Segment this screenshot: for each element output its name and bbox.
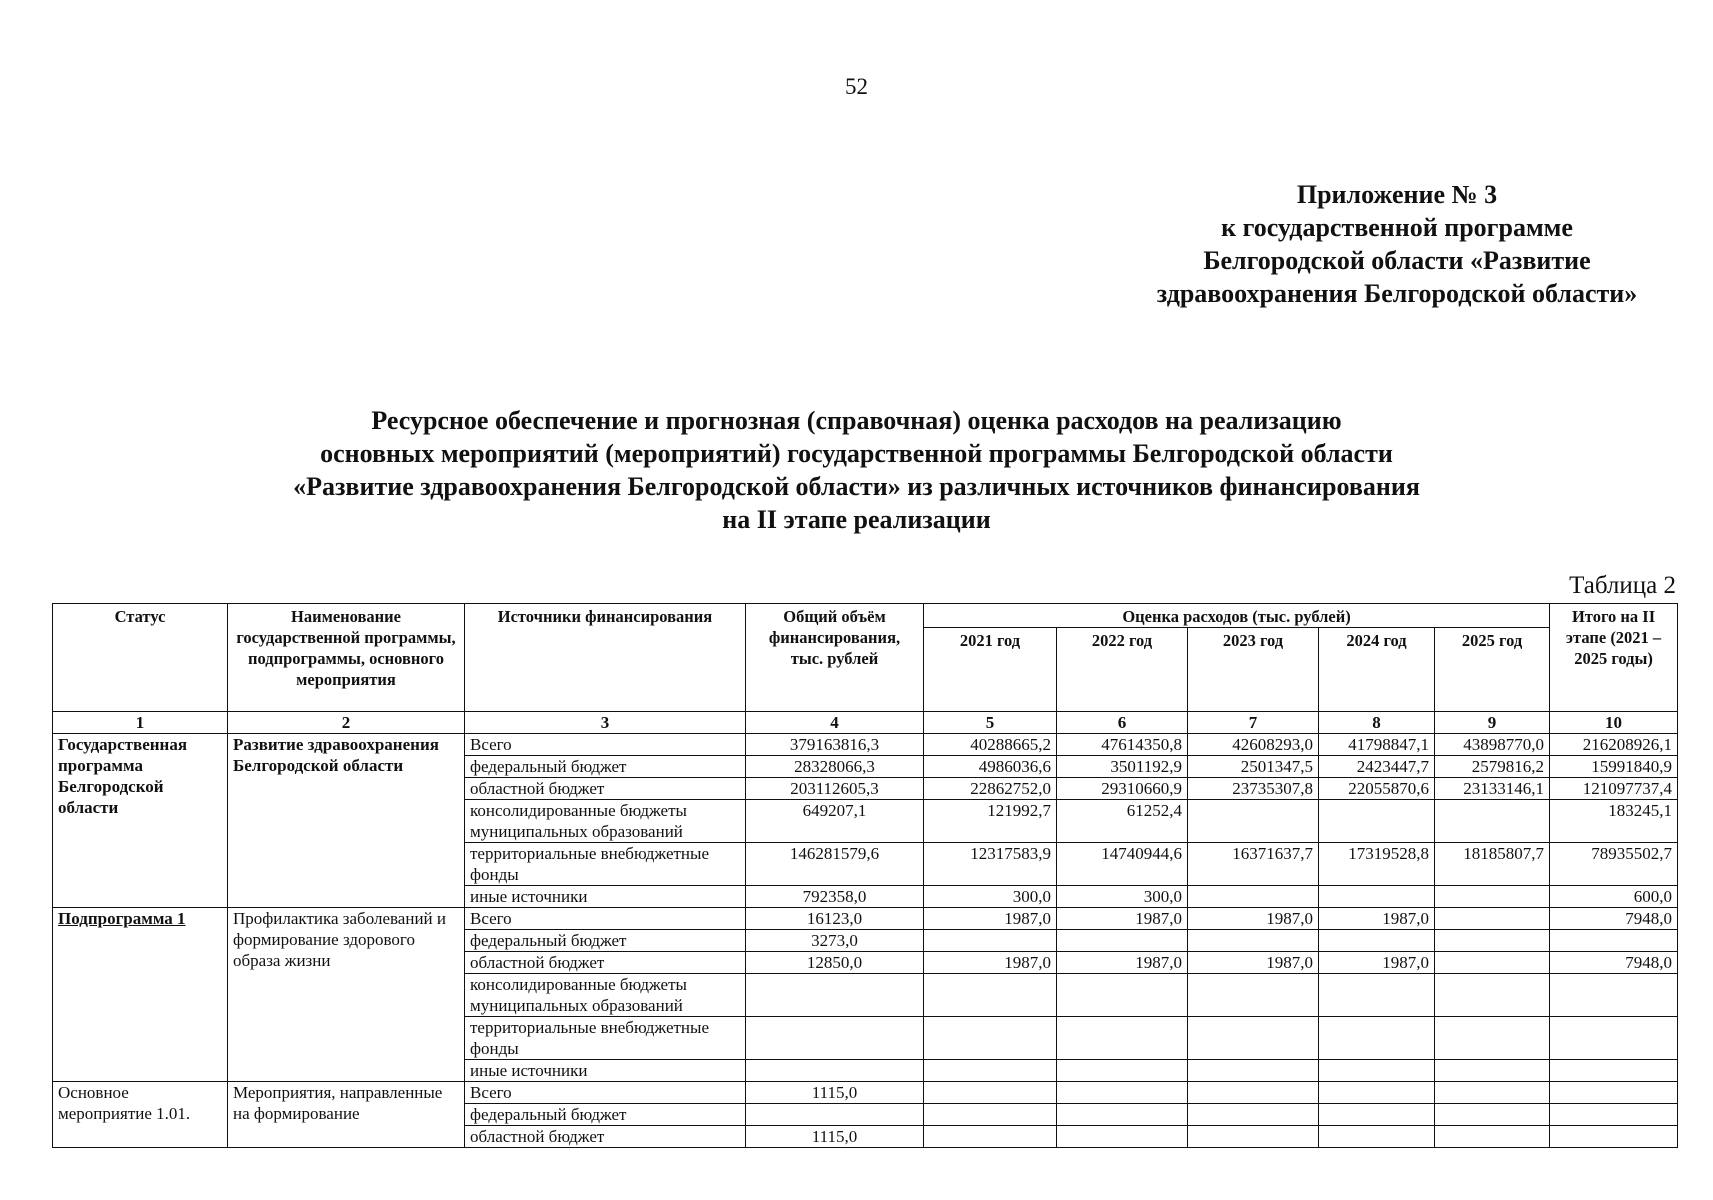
column-number: 2 — [228, 712, 465, 734]
column-number: 5 — [924, 712, 1057, 734]
row-source: консолидированные бюджеты муниципальных образований — [465, 800, 746, 843]
financing-table — [52, 603, 1678, 1148]
cell-y2025 — [1435, 1082, 1550, 1104]
row-source: иные источники — [465, 1060, 746, 1082]
column-number: 9 — [1435, 712, 1550, 734]
cell-total: 12850,0 — [746, 952, 924, 974]
cell-y2023: 1987,0 — [1188, 952, 1319, 974]
cell-y2023: 42608293,0 — [1188, 734, 1319, 756]
cell-y2024 — [1319, 930, 1435, 952]
cell-y2022: 1987,0 — [1057, 952, 1188, 974]
header-name: Наименование государственной программы, подпрограммы, основного мероприятия — [228, 604, 465, 712]
cell-y2021 — [924, 974, 1057, 1017]
cell-y2022 — [1057, 974, 1188, 1017]
cell-y2022 — [1057, 1017, 1188, 1060]
row-source: Всего — [465, 908, 746, 930]
cell-y2025 — [1435, 952, 1550, 974]
column-number: 10 — [1550, 712, 1678, 734]
table-body — [53, 734, 1678, 1148]
column-number: 6 — [1057, 712, 1188, 734]
cell-y2022: 1987,0 — [1057, 908, 1188, 930]
header-total: Общий объём финансирования, тыс. рублей — [746, 604, 924, 712]
row-source: федеральный бюджет — [465, 1104, 746, 1126]
cell-total: 1115,0 — [746, 1126, 924, 1148]
column-number: 3 — [465, 712, 746, 734]
header-stage-total: Итого на II этапе (2021 – 2025 годы) — [1550, 604, 1678, 712]
cell-y2025 — [1435, 1017, 1550, 1060]
title-line: на II этапе реализации — [722, 505, 991, 534]
cell-y2025 — [1435, 800, 1550, 843]
row-source: областной бюджет — [465, 778, 746, 800]
cell-y2021 — [924, 930, 1057, 952]
cell-y2021 — [924, 1017, 1057, 1060]
document-title — [0, 404, 1713, 536]
column-number: 4 — [746, 712, 924, 734]
cell-y2021: 121992,7 — [924, 800, 1057, 843]
cell-y2023 — [1188, 974, 1319, 1017]
header-2021: 2021 год — [924, 628, 1057, 712]
cell-y2024 — [1319, 1082, 1435, 1104]
cell-stage-total: 78935502,7 — [1550, 843, 1678, 886]
cell-stage-total — [1550, 1082, 1678, 1104]
cell-y2021 — [924, 1082, 1057, 1104]
cell-y2023 — [1188, 1126, 1319, 1148]
cell-y2021 — [924, 1104, 1057, 1126]
title-line: «Развитие здравоохранения Белгородской области» из различных источников финансирования — [293, 472, 1420, 501]
cell-y2021 — [924, 1060, 1057, 1082]
cell-y2024: 17319528,8 — [1319, 843, 1435, 886]
cell-total — [746, 1060, 924, 1082]
row-program-name: Развитие здравоохранения Белгородской области — [228, 734, 465, 908]
cell-y2022: 29310660,9 — [1057, 778, 1188, 800]
cell-y2024 — [1319, 1126, 1435, 1148]
cell-stage-total: 7948,0 — [1550, 908, 1678, 930]
cell-y2023 — [1188, 1104, 1319, 1126]
row-program-name: Мероприятия, направленные на формирование — [228, 1082, 465, 1148]
header-2024: 2024 год — [1319, 628, 1435, 712]
cell-stage-total: 600,0 — [1550, 886, 1678, 908]
cell-y2024: 2423447,7 — [1319, 756, 1435, 778]
row-source: Всего — [465, 734, 746, 756]
cell-y2024 — [1319, 800, 1435, 843]
cell-y2021: 22862752,0 — [924, 778, 1057, 800]
cell-total: 203112605,3 — [746, 778, 924, 800]
appendix-line: к государственной программе — [1221, 213, 1573, 242]
cell-y2025 — [1435, 1104, 1550, 1126]
page-number: 52 — [845, 74, 868, 99]
title-line: основных мероприятий (мероприятий) государственной программы Белгородской области — [320, 439, 1393, 468]
header-2022: 2022 год — [1057, 628, 1188, 712]
cell-y2025 — [1435, 886, 1550, 908]
cell-y2023: 16371637,7 — [1188, 843, 1319, 886]
row-status: Основное мероприятие 1.01. — [53, 1082, 228, 1148]
cell-y2021: 40288665,2 — [924, 734, 1057, 756]
row-source: Всего — [465, 1082, 746, 1104]
cell-y2025: 23133146,1 — [1435, 778, 1550, 800]
cell-y2024: 1987,0 — [1319, 908, 1435, 930]
row-status: Подпрограмма 1 — [53, 908, 228, 1082]
cell-stage-total: 183245,1 — [1550, 800, 1678, 843]
cell-y2023: 23735307,8 — [1188, 778, 1319, 800]
cell-y2022 — [1057, 930, 1188, 952]
cell-total — [746, 1017, 924, 1060]
cell-total: 379163816,3 — [746, 734, 924, 756]
cell-stage-total: 121097737,4 — [1550, 778, 1678, 800]
cell-total: 1115,0 — [746, 1082, 924, 1104]
header-2025: 2025 год — [1435, 628, 1550, 712]
cell-stage-total — [1550, 1060, 1678, 1082]
cell-y2021: 12317583,9 — [924, 843, 1057, 886]
row-source: территориальные внебюджетные фонды — [465, 843, 746, 886]
cell-y2021: 1987,0 — [924, 908, 1057, 930]
appendix-header — [1117, 178, 1677, 310]
cell-y2022 — [1057, 1060, 1188, 1082]
appendix-line: Белгородской области «Развитие — [1203, 246, 1591, 275]
cell-stage-total: 7948,0 — [1550, 952, 1678, 974]
cell-y2022 — [1057, 1104, 1188, 1126]
cell-stage-total: 15991840,9 — [1550, 756, 1678, 778]
cell-y2021: 300,0 — [924, 886, 1057, 908]
cell-y2022 — [1057, 1126, 1188, 1148]
header-source: Источники финансирования — [465, 604, 746, 712]
cell-y2024 — [1319, 1104, 1435, 1126]
column-number: 7 — [1188, 712, 1319, 734]
cell-y2025 — [1435, 908, 1550, 930]
header-2023: 2023 год — [1188, 628, 1319, 712]
cell-total: 16123,0 — [746, 908, 924, 930]
header-estimate: Оценка расходов (тыс. рублей) — [924, 604, 1550, 628]
row-source: консолидированные бюджеты муниципальных образований — [465, 974, 746, 1017]
cell-y2022 — [1057, 1082, 1188, 1104]
row-source: федеральный бюджет — [465, 756, 746, 778]
cell-total — [746, 1104, 924, 1126]
cell-y2024: 1987,0 — [1319, 952, 1435, 974]
cell-y2023 — [1188, 886, 1319, 908]
cell-total: 792358,0 — [746, 886, 924, 908]
column-number: 8 — [1319, 712, 1435, 734]
cell-y2025 — [1435, 974, 1550, 1017]
table-row — [53, 1082, 1678, 1104]
cell-y2023: 2501347,5 — [1188, 756, 1319, 778]
cell-stage-total — [1550, 1104, 1678, 1126]
cell-y2023 — [1188, 1017, 1319, 1060]
row-source: областной бюджет — [465, 952, 746, 974]
row-status: Государственная программа Белгородской области — [53, 734, 228, 908]
cell-y2024: 41798847,1 — [1319, 734, 1435, 756]
cell-total — [746, 974, 924, 1017]
cell-y2021: 4986036,6 — [924, 756, 1057, 778]
appendix-line: здравоохранения Белгородской области» — [1156, 279, 1638, 308]
cell-y2023 — [1188, 1082, 1319, 1104]
cell-total: 649207,1 — [746, 800, 924, 843]
cell-y2024 — [1319, 974, 1435, 1017]
cell-y2022: 3501192,9 — [1057, 756, 1188, 778]
cell-stage-total — [1550, 1017, 1678, 1060]
cell-y2025: 18185807,7 — [1435, 843, 1550, 886]
cell-y2023 — [1188, 800, 1319, 843]
cell-y2023: 1987,0 — [1188, 908, 1319, 930]
row-source: территориальные внебюджетные фонды — [465, 1017, 746, 1060]
cell-y2021: 1987,0 — [924, 952, 1057, 974]
cell-y2025 — [1435, 1126, 1550, 1148]
cell-y2021 — [924, 1126, 1057, 1148]
row-source: федеральный бюджет — [465, 930, 746, 952]
cell-stage-total: 216208926,1 — [1550, 734, 1678, 756]
table-row — [53, 734, 1678, 756]
cell-y2022: 14740944,6 — [1057, 843, 1188, 886]
cell-y2023 — [1188, 930, 1319, 952]
cell-stage-total — [1550, 1126, 1678, 1148]
cell-y2023 — [1188, 1060, 1319, 1082]
cell-total: 146281579,6 — [746, 843, 924, 886]
title-line: Ресурсное обеспечение и прогнозная (справочная) оценка расходов на реализацию — [371, 406, 1342, 435]
cell-y2022: 47614350,8 — [1057, 734, 1188, 756]
header-status: Статус — [53, 604, 228, 712]
cell-stage-total — [1550, 930, 1678, 952]
appendix-line: Приложение № 3 — [1296, 180, 1498, 209]
cell-y2025: 43898770,0 — [1435, 734, 1550, 756]
cell-y2022: 300,0 — [1057, 886, 1188, 908]
table-label: Таблица 2 — [1569, 572, 1676, 599]
cell-y2024 — [1319, 886, 1435, 908]
cell-y2024: 22055870,6 — [1319, 778, 1435, 800]
row-source: областной бюджет — [465, 1126, 746, 1148]
cell-y2025 — [1435, 1060, 1550, 1082]
cell-y2025: 2579816,2 — [1435, 756, 1550, 778]
cell-y2025 — [1435, 930, 1550, 952]
column-numbers-row — [53, 712, 1678, 734]
cell-y2022: 61252,4 — [1057, 800, 1188, 843]
cell-y2024 — [1319, 1060, 1435, 1082]
row-program-name: Профилактика заболеваний и формирование здорового образа жизни — [228, 908, 465, 1082]
cell-stage-total — [1550, 974, 1678, 1017]
row-source: иные источники — [465, 886, 746, 908]
cell-y2024 — [1319, 1017, 1435, 1060]
cell-total: 28328066,3 — [746, 756, 924, 778]
table-row — [53, 908, 1678, 930]
cell-total: 3273,0 — [746, 930, 924, 952]
column-number: 1 — [53, 712, 228, 734]
